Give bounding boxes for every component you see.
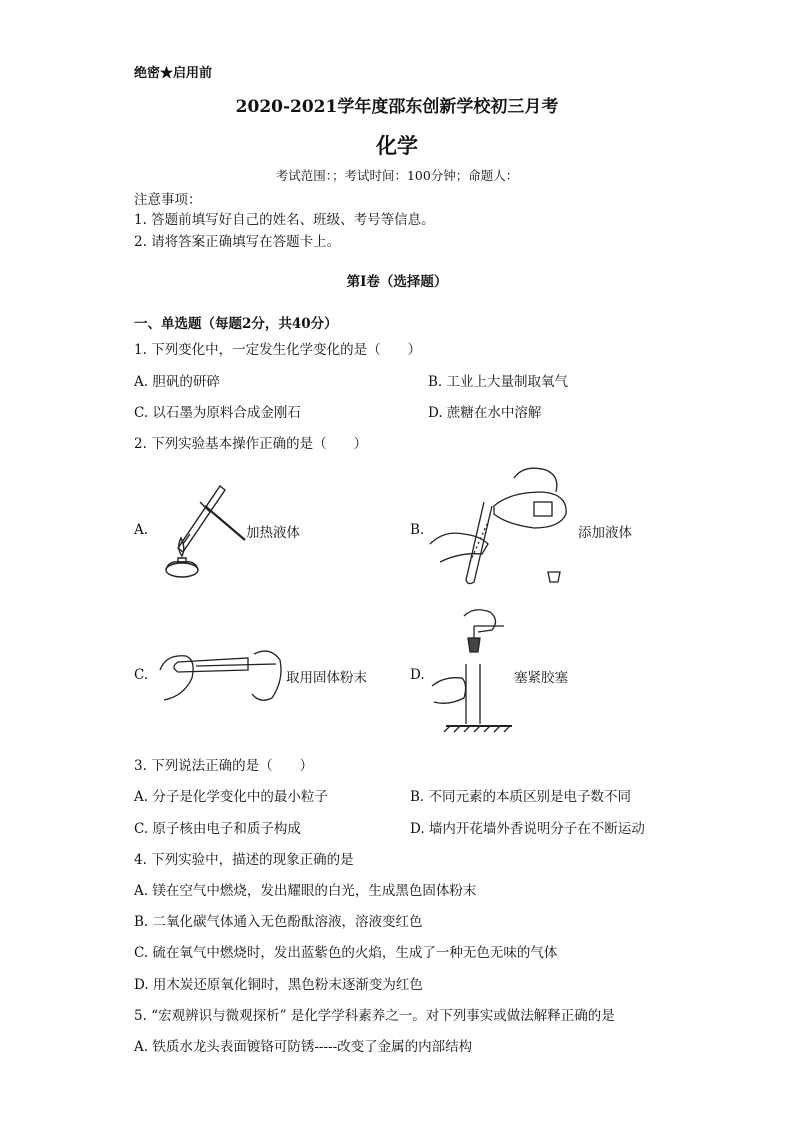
q1-option-c: C. 以石墨为原料合成金刚石	[134, 405, 301, 421]
q1-option-a: A. 胆矾的研碎	[134, 374, 220, 390]
section-title: 一、单选题（每题2分，共40分）	[134, 316, 338, 332]
q4-option-a: A. 镁在空气中燃烧，发出耀眼的白光，生成黑色固体粉末	[134, 883, 477, 899]
q1-option-d: D. 蔗糖在水中溶解	[428, 405, 542, 421]
confidential-label: 绝密★启用前	[134, 66, 213, 81]
question-4-stem: 4. 下列实验中，描述的现象正确的是	[134, 852, 354, 868]
subject-title: 化学	[376, 133, 418, 158]
q2-option-b-caption: 添加液体	[578, 525, 632, 541]
question-2-stem: 2. 下列实验基本操作正确的是（ ）	[134, 436, 368, 452]
q3-option-a: A. 分子是化学变化中的最小粒子	[134, 789, 328, 805]
q2-option-d-letter: D.	[410, 667, 425, 683]
q4-option-b: B. 二氧化碳气体通入无色酚酞溶液，溶液变红色	[134, 914, 423, 930]
note-item: 2. 请将答案正确填写在答题卡上。	[134, 234, 341, 250]
adding-liquid-illustration	[430, 462, 580, 590]
q1-option-b: B. 工业上大量制取氧气	[428, 374, 569, 390]
q2-option-c-caption: 取用固体粉末	[286, 670, 367, 686]
question-1-stem: 1. 下列变化中，一定发生化学变化的是（ ）	[134, 342, 422, 358]
q2-option-a-letter: A.	[134, 522, 149, 538]
q2-option-a-caption: 加热液体	[246, 525, 300, 541]
q4-option-d: D. 用木炭还原氧化铜时，黑色粉末逐渐变为红色	[134, 977, 423, 993]
exam-info: 考试范围：；考试时间：100分钟；命题人：	[275, 168, 519, 183]
inserting-stopper-illustration	[428, 606, 518, 736]
heating-liquid-illustration	[150, 478, 250, 578]
q2-option-b-letter: B.	[410, 522, 425, 538]
q2-option-d-caption: 塞紧胶塞	[514, 670, 568, 686]
part-title: 第I卷（选择题）	[346, 274, 448, 290]
notes-heading: 注意事项：	[134, 192, 202, 208]
taking-solid-powder-illustration	[156, 640, 286, 708]
exam-title: 2020-2021学年度邵东创新学校初三月考	[235, 97, 559, 117]
question-5-stem: 5. “宏观辨识与微观探析” 是化学学科素养之一。对下列事实或做法解释正确的是	[134, 1008, 615, 1024]
q2-option-c-letter: C.	[134, 667, 149, 683]
question-3-stem: 3. 下列说法正确的是（ ）	[134, 758, 314, 774]
q4-option-c: C. 硫在氧气中燃烧时，发出蓝紫色的火焰，生成了一种无色无味的气体	[134, 945, 558, 961]
q3-option-d: D. 墙内开花墙外香说明分子在不断运动	[410, 821, 645, 837]
q3-option-c: C. 原子核由电子和质子构成	[134, 821, 301, 837]
q3-option-b: B. 不同元素的本质区别是电子数不同	[410, 789, 632, 805]
note-item: 1. 答题前填写好自己的姓名、班级、考号等信息。	[134, 212, 435, 228]
q5-option-a: A. 铁质水龙头表面镀铬可防锈-----改变了金属的内部结构	[134, 1039, 473, 1055]
